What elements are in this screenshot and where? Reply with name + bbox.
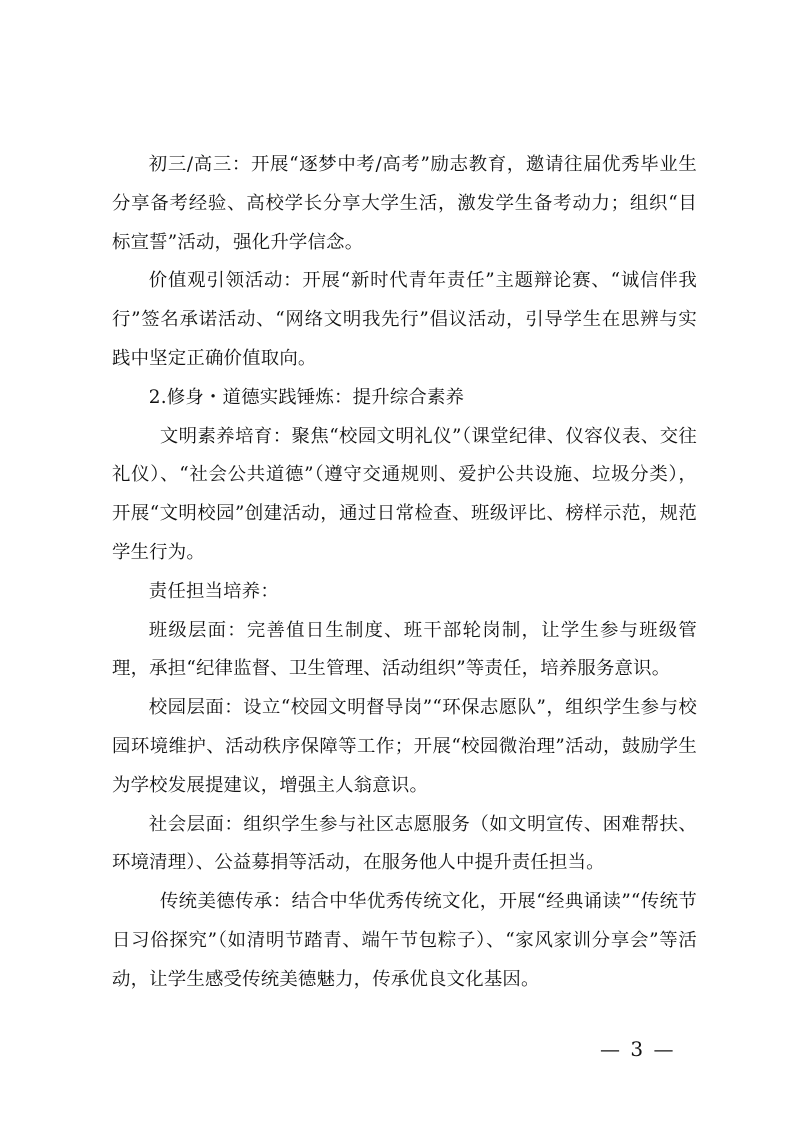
paragraph-value-guidance: 价值观引领活动：开展“新时代青年责任”主题辩论赛、“诚信伴我行”签名承诺活动、“网络文明我先行”倡议活动，引导学生在思辨与实践中坚定正确价值取向。 [112,270,697,369]
page-number: — 3 — [600,1037,676,1061]
paragraph-class-level: 班级层面：完善值日生制度、班干部轮岗制，让学生参与班级管理，承担“纪律监督、卫生管理、活动组织”等责任，培养服务意识。 [112,619,697,680]
paragraph-campus-level: 校园层面：设立“校园文明督导岗”“环保志愿队”，组织学生参与校园环境维护、活动秩序保障等工作；开展“校园微治理”活动，鼓励学生为学校发展提建议，增强主人翁意识。 [112,697,697,796]
paragraph-responsibility-heading: 责任担当培养： [148,580,279,602]
paragraph-traditional-virtue: 传统美德传承：结合中华优秀传统文化，开展“经典诵读”“传统节日习俗探究”（如清明节踏青、端午节包粽子）、“家风家训分享会”等活动，让学生感受传统美德魅力，传承优良文化基因。 [112,891,697,990]
paragraph-society-level: 社会层面：组织学生参与社区志愿服务（如文明宣传、困难帮扶、环境清理）、公益募捐等活动，在服务他人中提升责任担当。 [112,813,697,874]
paragraph-civility-cultivation: 文明素养培育：聚焦“校园文明礼仪”（课堂纪律、仪容仪表、交往礼仪）、“社会公共道德”（遵守交通规则、爱护公共设施、垃圾分类），开展“文明校园”创建活动，通过日常检查、班级评比、榜样示范，规范学生行为。 [112,425,697,563]
paragraph-grade-nine-twelve: 初三/高三：开展“逐梦中考/高考”励志教育，邀请往届优秀毕业生分享备考经验、高校学长分享大学生活，激发学生备考动力；组织“目标宣誓”活动，强化升学信念。 [112,154,697,253]
document-body [112,146,697,1000]
section-heading-moral-practice: 2.修身・道德实践锤炼：提升综合素养 [148,386,465,408]
